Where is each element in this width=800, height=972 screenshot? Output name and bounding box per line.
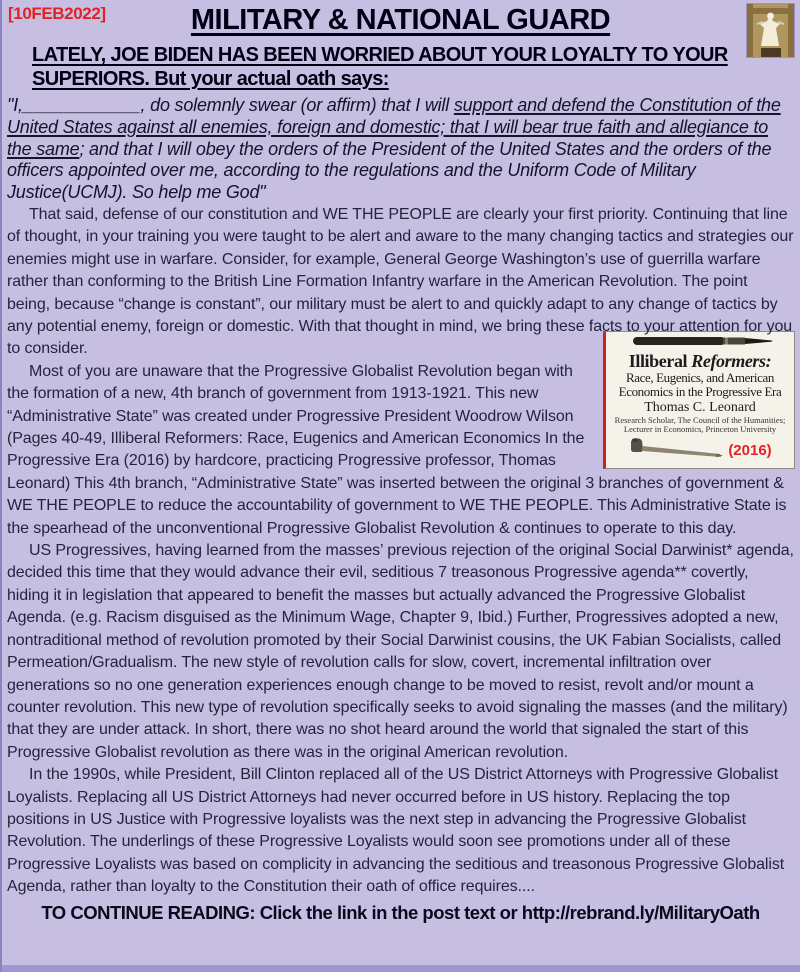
subtitle: LATELY, JOE BIDEN HAS BEEN WORRIED ABOUT YOUR LOYALTY TO YOUR SUPERIORS. But your actual oath says: (32, 44, 728, 90)
book-credentials: Research Scholar, The Council of the Humanities; Lecturer in Economics, Princeton University (614, 414, 786, 435)
page-title: MILITARY & NATIONAL GUARD (190, 4, 611, 36)
eagle-statue-photo (746, 3, 795, 58)
book-year: (2016) (728, 442, 772, 460)
paragraph-4: In the 1990s, while President, Bill Clinton replaced all of the US District Attorneys with Progressive Globalist Loyalists. Replacing all US District Attorneys had never occurred before in US history. Replacing the top positions in US Justice with Progressive loyalists was the next step in advancing the Progressive Globalist Revolution. The underlings of these Progressive Loyalists would soon see promotions under all of these Progressive Loyalists was based on complicity in advancing the seditious and treasonous Progressive Globalist Agenda, rather than loyalty to the Constitution their oath of office requires.... (7, 766, 785, 896)
flyer (2, 0, 800, 924)
paragraph-2-wrap (6, 350, 795, 540)
footer-cta[interactable]: TO CONTINUE READING: Click the link in the post text or http://rebrand.ly/MilitaryOath (41, 901, 760, 923)
book-cover (603, 331, 795, 469)
paragraph-1: That said, defense of our constitution and WE THE PEOPLE are clearly your first priority. Continuing that line of thought, in your training you were taught to be alert and aware to the many changing tactics and strategies our enemies might use in warfare. Consider, for example, General George Washington’s use of guerrilla warfare rather than conforming to the British Line Formation Infantry warfare in the American Revolution. The point being, because “change is constant”, our military must be alert to and quickly adapt to any change of tactics by any potential enemy, foreign or domestic. With that thought in mind, we bring these facts to your attention for you to consider. (7, 205, 794, 358)
paragraph-3: US Progressives, having learned from the masses’ previous rejection of the original Social Darwinist* agenda, decided this time that they would advance their evil, seditious 7 treasonous Progressive agenda** covertly, hiding it in legislation that appeared to benefit the masses but actually advanced the Progressive Globalist Agenda. (e.g. Racism disguised as the Minimum Wage, Chapter 9, Ibid.) Further, Progressives adopted a new, nontraditional method of revolution promoted by their Social Darwinist cousins, the UK Fabian Socialists, called Permeation/Gradualism. The new style of revolution calls for slow, covert, incremental infiltration over generations so no one generation experiences enough change to be moved to resist, revolt and/or mount a counter revolution. This new type of revolution specifically seeks to avoid signaling the masses (and the military) that they are under attack. In short, there was no shot heard around the world that signaled the start of this Progressive Globalist revolution as there was in the original American revolution. (7, 542, 794, 761)
book-bottom-row (606, 438, 794, 464)
hammer-icon (628, 438, 724, 464)
book-author: Thomas C. Leonard (644, 399, 756, 415)
header (6, 3, 795, 39)
eagle-icon (747, 4, 794, 57)
book-title: Illiberal Reformers: (628, 350, 772, 371)
date-tag: [10FEB2022] (8, 4, 106, 23)
oath-text: "I,____________, do solemnly swear (or affirm) that I will support and defend the Constitution of the United States against all enemies, foreign and domestic; that I will bear true faith and allegiance to the same; and that I will obey the orders of the President of the United States and the orders of the officers appointed over me, according to the regulations and the Uniform Code of Military Justice(UCMJ). So help me God" (7, 95, 781, 203)
bottom-border-strip (2, 965, 800, 972)
book-subtitle: Race, Eugenics, and American Economics in the Progressive Era (618, 369, 782, 399)
paragraph-2: Most of you are unaware that the Progressive Globalist Revolution began with the formation of a new, 4th branch of government from 1913-1921. This new “Administrative State” was created under Progressive President Woodrow Wilson (Pages 40-49, Illiberal Reformers: Race, Eugenics and American Economics In the Progressive Era (2016) by hardcore, practicing Progressive professor, Thomas Leonard) This 4th branch, “Administrative State” was inserted between the original 3 branches of government & WE THE PEOPLE to reduce the accountability of government to WE THE PEOPLE. This Administrative State is the spearhead of the unconventional Progressive Globalist Revolution & continues to operate to this day. (7, 362, 787, 537)
